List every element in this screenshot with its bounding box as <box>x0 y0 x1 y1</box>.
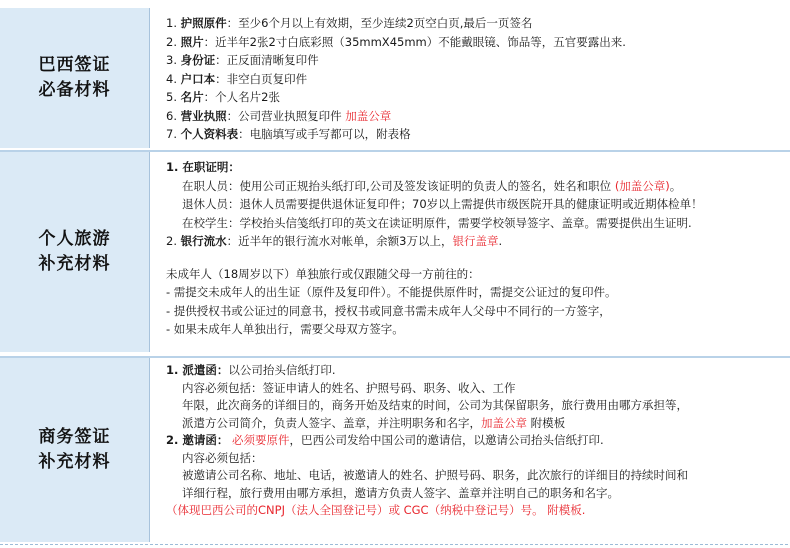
section-required-label <box>0 8 150 148</box>
employment-title: 1. 在职证明： <box>166 160 240 174</box>
label-line-2: 补充材料 <box>38 254 111 274</box>
label-line-1: 个人旅游 <box>38 229 111 249</box>
invitation-line: 详细行程，旅行费用由哪方承担，邀请方负责人签字、盖章并注明自己的职务和名字。 <box>182 485 619 500</box>
label-line-2: 补充材料 <box>38 452 111 472</box>
label-line-2: 必备材料 <box>38 80 111 100</box>
invitation-footer: （体现巴西公司的CNPJ（法人全国登记号）或 CGC（纳税中登记号）号。 附模板. <box>166 503 586 517</box>
label-line-1: 巴西签证 <box>38 55 111 75</box>
invitation-line: 被邀请公司名称、地址、电话，被邀请人的姓名、护照号码、职务，此次旅行的详细目的持续时间和 <box>182 468 688 482</box>
minor-intro: 未成年人（18周岁以下）单独旅行或仅跟随父母一方前往的： <box>166 266 480 281</box>
section-required-content <box>150 8 790 148</box>
section-business-label <box>0 358 150 542</box>
section-required <box>0 8 790 148</box>
minor-line: - 需提交未成年人的出生证（原件及复印件）。不能提供原件时，需提交公证过的复印件。 <box>166 285 617 299</box>
required-item: 7. 个人资料表：电脑填写或手写都可以，附表格 <box>166 127 411 141</box>
section-tourism-label <box>0 152 150 352</box>
minor-line: - 提供授权书或公证过的同意书，授权书或同意书需未成年人父母中不同行的一方签字， <box>166 303 611 318</box>
required-item: 1. 护照原件：至少6个月以上有效期，至少连续2页空白页,最后一页签名 <box>166 16 533 30</box>
section-tourism <box>0 152 790 352</box>
invitation-letter: 2. 邀请函： 必须要原件，巴西公司发给中国公司的邀请信，以邀请公司抬头信纸打印. <box>166 433 604 447</box>
dispatch-letter: 1. 派遣函：以公司抬头信纸打印. <box>166 363 336 377</box>
section-business <box>0 358 790 542</box>
dispatch-line: 派遣方公司简介，负责人签字、盖章，并注明职务和名字，加盖公章 附模板 <box>182 415 566 430</box>
required-item: 3. 身份证：正反面清晰复印件 <box>166 53 319 67</box>
required-item: 5. 名片：个人名片2张 <box>166 90 280 104</box>
section-business-content <box>150 358 790 542</box>
label-line-1: 商务签证 <box>38 427 111 447</box>
minor-line: - 如果未成年人单独出行，需要父母双方签字。 <box>166 322 404 336</box>
employment-line: 在职人员：使用公司正规抬头纸打印,公司及签发该证明的负责人的签名，姓名和职位 (加盖公章)。 <box>182 178 682 193</box>
employment-line: 在校学生：学校抬头信笺纸打印的英文在读证明原件，需要学校领导签字、盖章。需要提供出生证明. <box>182 215 692 230</box>
bank-statement: 2. 银行流水：近半年的银行流水对帐单，余额3万以上，银行盖章. <box>166 234 503 248</box>
employment-line: 退休人员：退休人员需要提供退休证复印件；70岁以上需提供市级医院开具的健康证明或近期体检单！ <box>182 197 703 211</box>
required-item: 6. 营业执照：公司营业执照复印件 加盖公章 <box>166 108 392 123</box>
invitation-line: 内容必须包括： <box>182 450 263 465</box>
required-item: 2. 照片：近半年2张2寸白底彩照（35mmX45mm）不能戴眼镜、饰品等，五官要露出来. <box>166 34 626 49</box>
required-item: 4. 户口本：非空白页复印件 <box>166 71 308 86</box>
bottom-divider <box>0 544 790 545</box>
section-tourism-content <box>150 152 790 352</box>
dispatch-line: 年限，此次商务的详细目的，商务开始及结束的时间，公司为其保留职务，旅行费用由哪方承担等， <box>182 398 688 412</box>
dispatch-line: 内容必须包括：签证申请人的姓名、护照号码、职务、收入、工作 <box>182 380 516 395</box>
